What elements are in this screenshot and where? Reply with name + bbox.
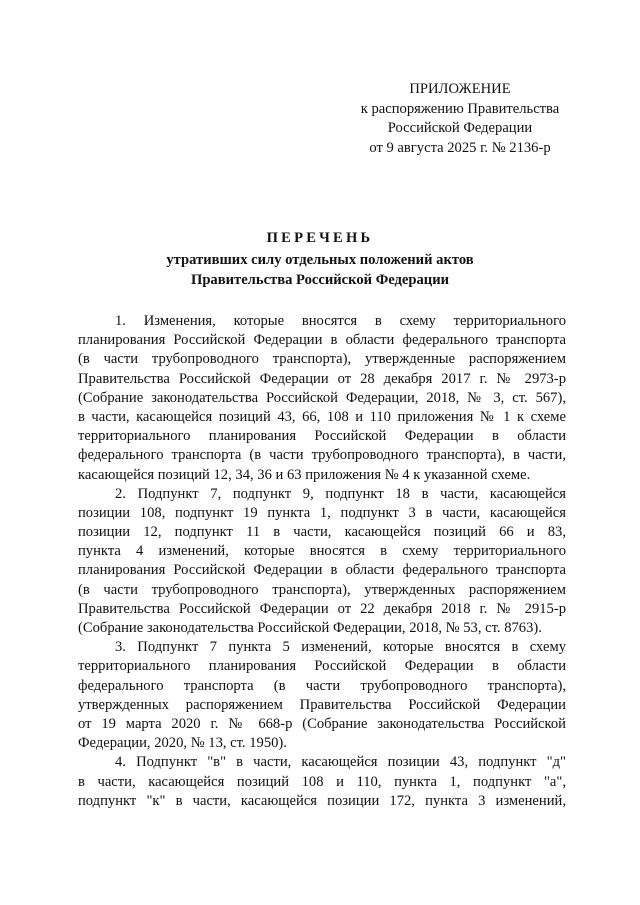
document-body [78, 312, 566, 811]
paragraph-line: (в части трубопроводного транспорта), утвержденные распоряжением [78, 351, 566, 368]
subtitle-line: Правительства Российской Федерации [190, 271, 450, 288]
paragraph-line: планирования Российской Федерации в области федерального транспорта [78, 332, 566, 349]
paragraph-line: утвержденных распоряжением Правительства Российской Федерации [78, 696, 566, 713]
appendix-ref-line: к распоряжению Правительства [360, 100, 560, 117]
paragraph-line: подпункт "к" в части, касающейся позиции 172, пункта 3 изменений, [78, 792, 566, 809]
paragraph-line: территориального планирования Российской Федерации в области [78, 658, 566, 675]
paragraph-line: планирования Российской Федерации в области федерального транспорта [78, 562, 566, 579]
paragraph-4 [78, 753, 566, 811]
paragraph-line: Правительства Российской Федерации от 28 декабря 2017 г. № 2973-р [78, 370, 566, 387]
paragraph-line: Правительства Российской Федерации от 22 декабря 2018 г. № 2915-р [78, 600, 566, 617]
paragraph-line: (в части трубопроводного транспорта), утвержденных распоряжением [78, 581, 566, 598]
paragraph-line: позиции 108, подпункт 19 пункта 1, подпункт 3 в части, касающейся [78, 504, 566, 521]
appendix-date-number: от 9 августа 2025 г. № 2136-р [369, 139, 551, 156]
paragraph-line: Федерации, 2020, № 13, ст. 1950). [78, 735, 287, 752]
paragraph-2 [78, 485, 566, 639]
paragraph-line: (Собрание законодательства Российской Федерации, 2018, № 3, ст. 567), [78, 389, 566, 406]
paragraph-line: касающейся позиций 12, 34, 36 и 63 приложения № 4 к указанной схеме. [78, 466, 531, 483]
appendix-label: ПРИЛОЖЕНИЕ [409, 81, 511, 97]
paragraph-line: 4. Подпункт "в" в части, касающейся позиции 43, подпункт "д" [115, 754, 566, 771]
paragraph-line: федерального транспорта (в части трубопроводного транспорта), [78, 677, 566, 694]
paragraph-line: в части, касающейся позиций 43, 66, 108 и 110 приложения № 1 к схеме [78, 408, 566, 425]
paragraph-line: от 19 марта 2020 г. № 668-р (Собрание законодательства Российской [78, 715, 566, 732]
paragraph-line: 1. Изменения, которые вносятся в схему территориального [115, 313, 566, 329]
subtitle-line: утративших силу отдельных положений актов [166, 252, 474, 268]
paragraph-line: федерального транспорта (в части трубопроводного транспорта), в части, [78, 447, 566, 464]
document-subtitle [0, 251, 640, 290]
paragraph-line: позиции 12, подпункт 11 в части, касающейся позиций 66 и 83, [78, 524, 566, 541]
appendix-ref-line: Российской Федерации [387, 120, 533, 136]
paragraph-line: 3. Подпункт 7 пункта 5 изменений, которые вносятся в схему [115, 639, 566, 656]
paragraph-1 [78, 312, 566, 485]
paragraph-line: пункта 4 изменений, которые вносятся в схему территориального [78, 543, 566, 560]
paragraph-line: в части, касающейся позиций 108 и 110, пункта 1, подпункт "а", [78, 773, 566, 790]
paragraph-line: территориального планирования Российской Федерации в области [78, 428, 566, 445]
paragraph-3 [78, 638, 566, 753]
document-title: ПЕРЕЧЕНЬ [266, 230, 374, 246]
paragraph-line: 2. Подпункт 7, подпункт 9, подпункт 18 в части, касающейся [115, 485, 566, 502]
appendix-header [340, 80, 580, 158]
paragraph-line: (Собрание законодательства Российской Федерации, 2018, № 53, ст. 8763). [78, 620, 542, 636]
